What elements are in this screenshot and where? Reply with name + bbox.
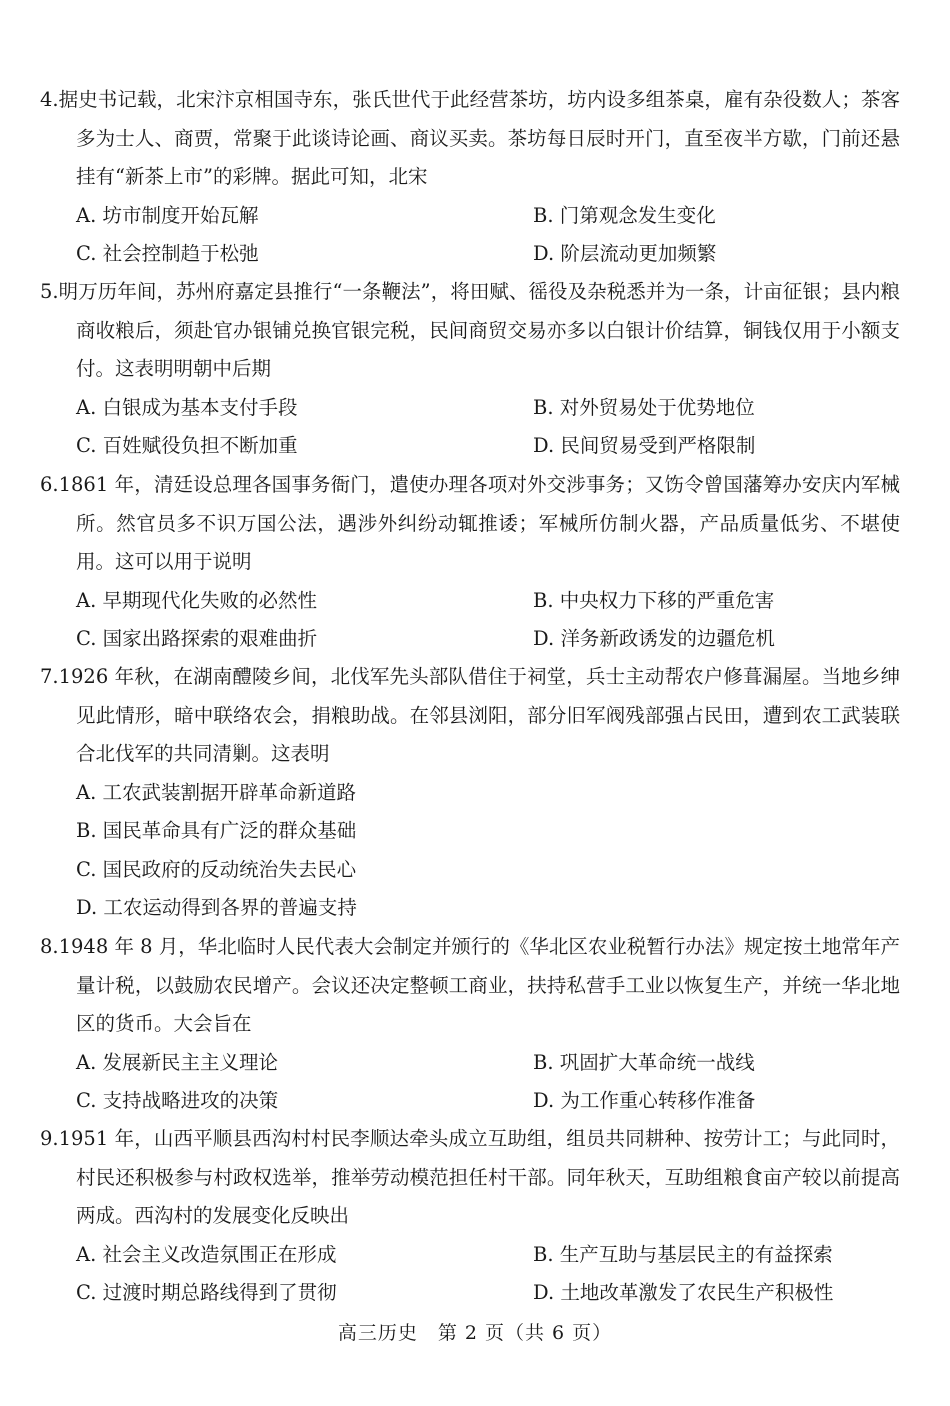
question-number: 5. <box>40 280 59 303</box>
question-6 <box>40 466 900 659</box>
option-d[interactable]: D. 工农运动得到各界的普遍支持 <box>76 896 357 919</box>
question-number: 8. <box>40 935 59 958</box>
question-text: 1951 年，山西平顺县西沟村村民李顺达牵头成立互助组，组员共同耕种、按劳计工；与此同时，村民还积极参与村政权选举，推举劳动模范担任村干部。同年秋天，互助组粮食亩产较以前提高两成。西沟村的发展变化反映出 <box>58 1127 900 1227</box>
option-c[interactable]: C. 百姓赋役负担不断加重 <box>76 434 298 457</box>
options <box>58 1044 900 1121</box>
question-number: 9. <box>40 1127 59 1150</box>
option-b[interactable]: B. 中央权力下移的严重危害 <box>533 588 775 612</box>
question-stem <box>40 928 900 1044</box>
question-stem <box>40 81 900 197</box>
option-d[interactable]: D. 阶层流动更加频繁 <box>533 242 717 265</box>
options <box>58 389 900 466</box>
question-stem <box>40 273 900 389</box>
question-text: 明万历年间，苏州府嘉定县推行“一条鞭法”，将田赋、徭役及杂税悉并为一条，计亩征银；县内粮商收粮后，须赴官办银铺兑换官银完税，民间商贸交易亦多以白银计价结算，铜钱仅用于小额支付。这表明明朝中后期 <box>58 280 900 380</box>
option-d[interactable]: D. 土地改革激发了农民生产积极性 <box>533 1281 834 1304</box>
options <box>58 582 900 659</box>
option-d[interactable]: D. 为工作重心转移作准备 <box>533 1089 756 1112</box>
option-c[interactable]: C. 社会控制趋于松弛 <box>76 242 259 265</box>
question-9 <box>40 1120 900 1313</box>
question-number: 7. <box>40 665 59 688</box>
option-b[interactable]: B. 生产互助与基层民主的有益探索 <box>533 1242 833 1266</box>
option-d[interactable]: D. 洋务新政诱发的边疆危机 <box>533 627 775 650</box>
option-a[interactable]: A. 工农武装割据开辟革命新道路 <box>76 780 356 804</box>
question-7 <box>40 658 900 928</box>
question-8 <box>40 928 900 1121</box>
option-b[interactable]: B. 国民革命具有广泛的群众基础 <box>76 819 357 842</box>
option-c[interactable]: C. 过渡时期总路线得到了贯彻 <box>76 1281 337 1304</box>
option-c[interactable]: C. 支持战略进攻的决策 <box>76 1089 279 1112</box>
option-b[interactable]: B. 门第观念发生变化 <box>533 203 716 227</box>
options <box>58 1236 900 1313</box>
option-c[interactable]: C. 国家出路探索的艰难曲折 <box>76 627 318 650</box>
option-a[interactable]: A. 白银成为基本支付手段 <box>76 395 298 419</box>
question-number: 6. <box>40 473 59 496</box>
options <box>58 197 900 274</box>
options <box>58 774 900 928</box>
question-stem <box>40 658 900 774</box>
question-text: 1948 年 8 月，华北临时人民代表大会制定并颁行的《华北区农业税暂行办法》规定按土地常年产量计税，以鼓励农民增产。会议还决定整顿工商业，扶持私营手工业以恢复生产，并统一华北地区的货币。大会旨在 <box>58 935 900 1035</box>
option-b[interactable]: B. 对外贸易处于优势地位 <box>533 395 755 419</box>
option-a[interactable]: A. 发展新民主主义理论 <box>76 1050 278 1074</box>
question-5 <box>40 273 900 466</box>
question-number: 4. <box>40 88 59 111</box>
question-stem <box>40 1120 900 1236</box>
question-text: 1861 年，清廷设总理各国事务衙门，遣使办理各项对外交涉事务；又饬令曾国藩筹办安庆内军械所。然官员多不识万国公法，遇涉外纠纷动辄推诿；军械所仿制火器，产品质量低劣、不堪使用。这可以用于说明 <box>58 473 900 573</box>
question-text: 1926 年秋，在湖南醴陵乡间，北伐军先头部队借住于祠堂，兵士主动帮农户修葺漏屋。当地乡绅见此情形，暗中联络农会，捐粮助战。在邻县浏阳，部分旧军阀残部强占民田，遭到农工武装联合北伐军的共同清剿。这表明 <box>58 665 900 765</box>
option-c[interactable]: C. 国民政府的反动统治失去民心 <box>76 857 357 881</box>
option-a[interactable]: A. 早期现代化失败的必然性 <box>76 588 317 612</box>
page-footer: 高三历史 第 2 页（共 6 页） <box>337 1322 613 1344</box>
option-a[interactable]: A. 坊市制度开始瓦解 <box>76 203 259 227</box>
question-stem <box>40 466 900 582</box>
option-d[interactable]: D. 民间贸易受到严格限制 <box>533 434 756 457</box>
question-4 <box>40 81 900 274</box>
option-a[interactable]: A. 社会主义改造氛围正在形成 <box>76 1242 337 1266</box>
question-text: 据史书记载，北宋汴京相国寺东，张氏世代于此经营茶坊，坊内设多组茶桌，雇有杂役数人；茶客多为士人、商贾，常聚于此谈诗论画、商议买卖。茶坊每日辰时开门，直至夜半方歇，门前还悬挂有“新茶上市”的彩牌。据此可知，北宋 <box>58 88 900 188</box>
option-b[interactable]: B. 巩固扩大革命统一战线 <box>533 1050 755 1074</box>
